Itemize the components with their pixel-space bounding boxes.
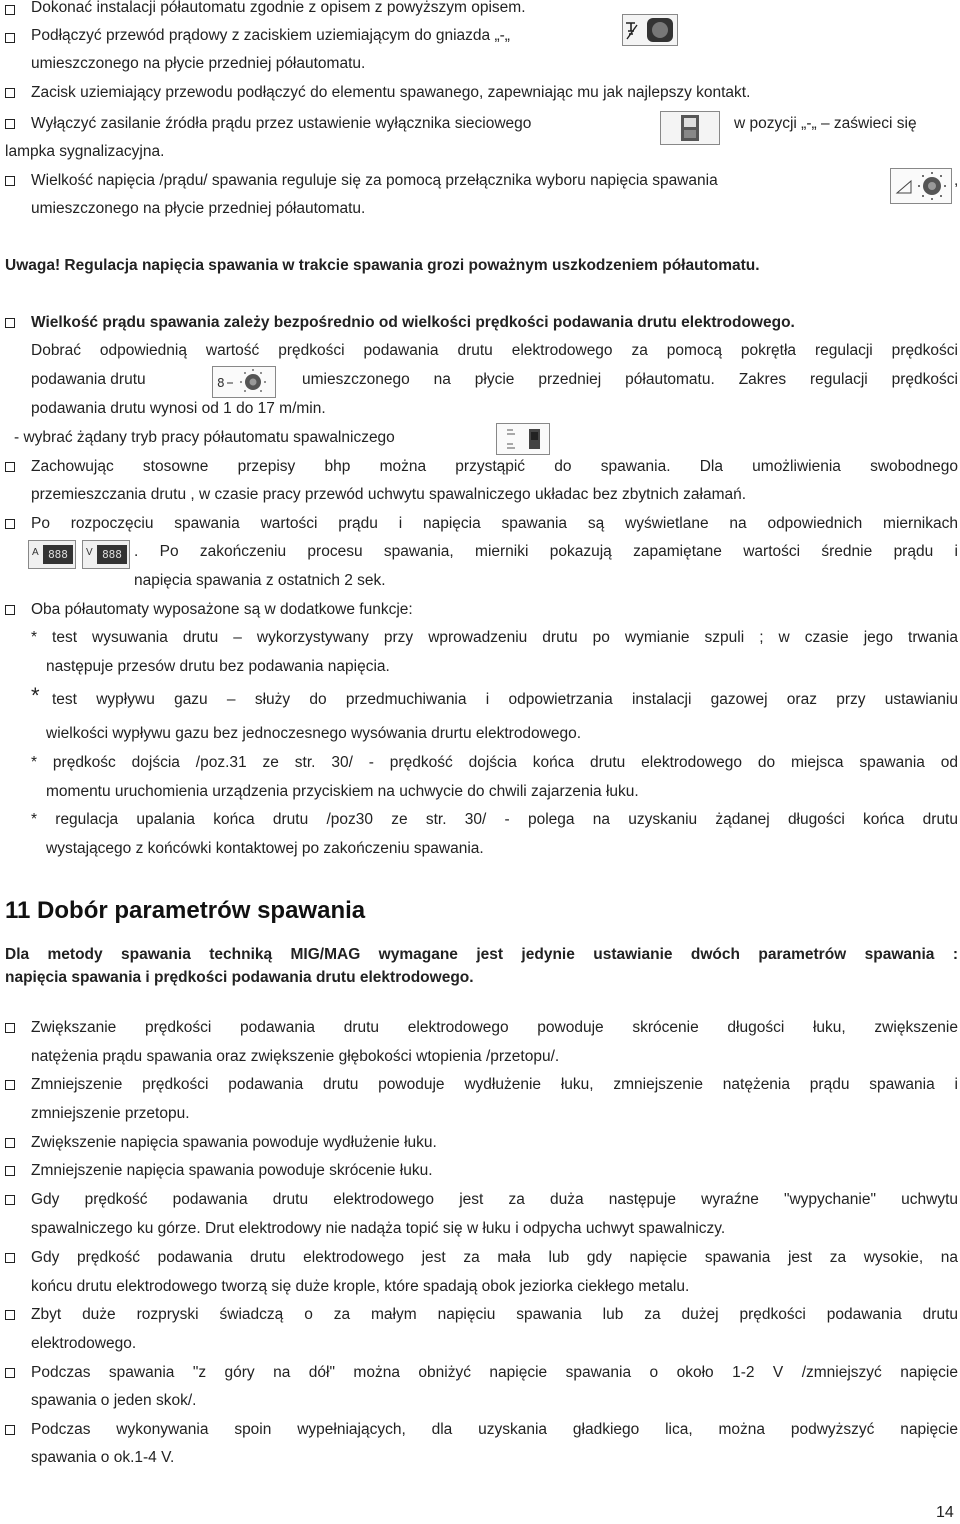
list-item: Zwiększenie napięcia spawania powoduje wydłużenie łuku. — [31, 1134, 437, 1151]
bullet-checkbox — [5, 33, 15, 43]
instruction-line: test wypływu gazu – służy do przedmuchiwania i odpowietrzania instalacji gazowej oraz przy ustawianiu — [52, 691, 958, 708]
instruction-line: Po rozpoczęciu spawania wartości prądu i napięcia spawania są wyświetlane na odpowiednich miernikach — [31, 515, 958, 532]
svg-text:8: 8 — [217, 376, 225, 390]
bullet-checkbox — [5, 1080, 15, 1090]
bullet-checkbox — [5, 318, 15, 328]
list-item: natężenia prądu spawania oraz zwiększenie głębokości wtopienia /przetopu/. — [31, 1048, 560, 1065]
instruction-line: przemieszczania drutu , w czasie pracy przewód uchwytu spawalniczego układac bez zbytnich załamań. — [31, 486, 747, 503]
ammeter-label: A — [32, 547, 39, 558]
list-item: zmniejszenie przetopu. — [31, 1105, 190, 1122]
instruction-line: , — [954, 172, 959, 189]
instruction-line: Dokonać instalacji półautomatu zgodnie z opisem z powyższym opisem. — [31, 0, 526, 16]
instruction-line: Oba półautomaty wyposażone są w dodatkowe funkcje: — [31, 601, 413, 618]
voltmeter-display-icon — [82, 540, 130, 569]
bullet-checkbox — [5, 1195, 15, 1205]
instruction-line: umieszczonego na płycie przedniej półautomatu. Zakres regulacji prędkości — [302, 371, 958, 388]
instruction-line: Dobrać odpowiednią wartość prędkości podawania drutu elektrodowego za pomocą pokrętła regulacji prędkości — [31, 342, 958, 359]
bullet-checkbox — [5, 1138, 15, 1148]
voltmeter-label: V — [86, 547, 93, 558]
bullet-checkbox — [5, 88, 15, 98]
voltmeter-digits: 888 — [97, 545, 127, 564]
list-item: końcu drutu elektrodowego tworzą się duże krople, które spadają obok jeziorka ciekłego metalu. — [31, 1278, 690, 1295]
instruction-line: . Po zakończeniu procesu spawania, mierniki pokazują zapamiętane wartości średnie prądu i — [134, 543, 958, 560]
bullet-checkbox — [5, 5, 15, 15]
instruction-line: wielkości wypływu gazu bez jednoczesnego wysówania drurtu elektrodowego. — [46, 725, 582, 742]
instruction-line: momentu uruchomienia urządzenia przyciskiem na uchwycie do chwili zajarzenia łuku. — [46, 783, 639, 800]
bullet-checkbox — [5, 1166, 15, 1176]
mode-switch-icon — [496, 423, 550, 455]
ground-socket-icon — [622, 14, 678, 46]
instruction-line: wystającego z końcówki kontaktowej po zakończeniu spawania. — [46, 840, 484, 857]
instruction-line: Zacisk uziemiający przewodu podłączyć do elementu spawanego, zapewniając mu jak najlepszy kontakt. — [31, 84, 751, 101]
bullet-checkbox — [5, 1368, 15, 1378]
ammeter-display-icon — [28, 540, 76, 569]
list-item: Zwiększanie prędkości podawania drutu elektrodowego powoduje skrócenie długości łuku, zwiększenie — [31, 1019, 958, 1036]
instruction-line: * test wysuwania drutu – wykorzystywany przy wprowadzeniu drutu po wymianie szpuli ; w czasie jego trwania — [31, 629, 958, 646]
list-item: spawania o ok.1-4 V. — [31, 1449, 175, 1466]
instruction-line: napięcia spawania z ostatnich 2 sek. — [134, 572, 386, 589]
instruction-line: Wielkość prądu spawania zależy bezpośrednio od wielkości prędkości podawania drutu elektrodowego. — [31, 314, 795, 331]
instruction-line: umieszczonego na płycie przedniej półautomatu. — [31, 55, 366, 72]
star-marker: * — [31, 683, 40, 708]
instruction-line: podawania drutu — [31, 371, 146, 388]
wire-speed-knob-icon — [212, 366, 276, 398]
instruction-line: Zachowując stosowne przepisy bhp można przystąpić do spawania. Dla umożliwienia swobodnego — [31, 458, 958, 475]
list-item: elektrodowego. — [31, 1335, 137, 1352]
ammeter-digits: 888 — [43, 545, 73, 564]
bullet-checkbox — [5, 462, 15, 472]
bullet-checkbox — [5, 1253, 15, 1263]
instruction-line: Podłączyć przewód prądowy z zaciskiem uziemiającym do gniazda „-„ — [31, 27, 510, 44]
list-item: Gdy prędkość podawania drutu elektrodowego jest za mała lub gdy napięcie spawania jest za wysokie, na — [31, 1249, 958, 1266]
bullet-checkbox — [5, 176, 15, 186]
bullet-checkbox — [5, 119, 15, 129]
bullet-checkbox — [5, 519, 15, 529]
warning-text: Uwaga! Regulacja napięcia spawania w trakcie spawania grozi poważnym uszkodzeniem półautomatu. — [5, 257, 760, 274]
list-item: Zbyt duże rozpryski świadczą o za małym napięciu spawania lub za dużej prędkości podawania drutu — [31, 1306, 958, 1323]
intro-text: napięcia spawania i prędkości podawania drutu elektrodowego. — [5, 969, 474, 986]
list-item: Gdy prędkość podawania drutu elektrodowego jest za duża następuje wyraźne "wypychanie" uchwytu — [31, 1191, 958, 1208]
mains-switch-icon — [660, 111, 720, 145]
instruction-line: Wyłączyć zasilanie źródła prądu przez ustawienie wyłącznika sieciowego — [31, 115, 532, 132]
bullet-checkbox — [5, 1310, 15, 1320]
instruction-line: umieszczonego na płycie przedniej półautomatu. — [31, 200, 366, 217]
instruction-line: - wybrać żądany tryb pracy półautomatu spawalniczego — [14, 429, 395, 446]
instruction-line: podawania drutu wynosi od 1 do 17 m/min. — [31, 400, 326, 417]
instruction-line: * prędkośc dojścia /poz.31 ze str. 30/ - prędkość dojścia końca drutu elektrodowego do miejsca spawania od — [31, 754, 958, 771]
instruction-line: następuje przesów drutu bez podawania napięcia. — [46, 658, 390, 675]
instruction-line: * regulacja upalania końca drutu /poz30 ze str. 30/ - polega na uzyskaniu żądanej długości końca drutu — [31, 811, 958, 828]
list-item: spawalniczego ku górze. Drut elektrodowy nie nadąża topić się w łuku i odpycha uchwyt spawalniczy. — [31, 1220, 726, 1237]
bullet-checkbox — [5, 605, 15, 615]
instruction-line: lampka sygnalizacyjna. — [5, 143, 165, 160]
section-heading: 11 Dobór parametrów spawania — [5, 897, 366, 924]
page-number: 14 — [936, 1504, 954, 1521]
intro-text: Dla metody spawania techniką MIG/MAG wymagane jest jedynie ustawianie dwóch parametrów spawania : — [5, 946, 958, 963]
list-item: Podczas wykonywania spoin wypełniających, dla uzyskania gładkiego lica, można podwyższyć napięcie — [31, 1421, 958, 1438]
bullet-checkbox — [5, 1023, 15, 1033]
voltage-selector-icon — [890, 168, 952, 204]
list-item: spawania o jeden skok/. — [31, 1392, 197, 1409]
instruction-line: w pozycji „-„ – zaświeci się — [734, 115, 917, 132]
instruction-line: Wielkość napięcia /prądu/ spawania reguluje się za pomocą przełącznika wyboru napięcia spawania — [31, 172, 718, 189]
list-item: Zmniejszenie prędkości podawania drutu powoduje wydłużenie łuku, zmniejszenie natężenia prądu spawania i — [31, 1076, 958, 1093]
bullet-checkbox — [5, 1425, 15, 1435]
list-item: Zmniejszenie napięcia spawania powoduje skrócenie łuku. — [31, 1162, 433, 1179]
list-item: Podczas spawania "z góry na dół" można obniżyć napięcie spawania o około 1-2 V /zmniejszyć napięcie — [31, 1364, 958, 1381]
